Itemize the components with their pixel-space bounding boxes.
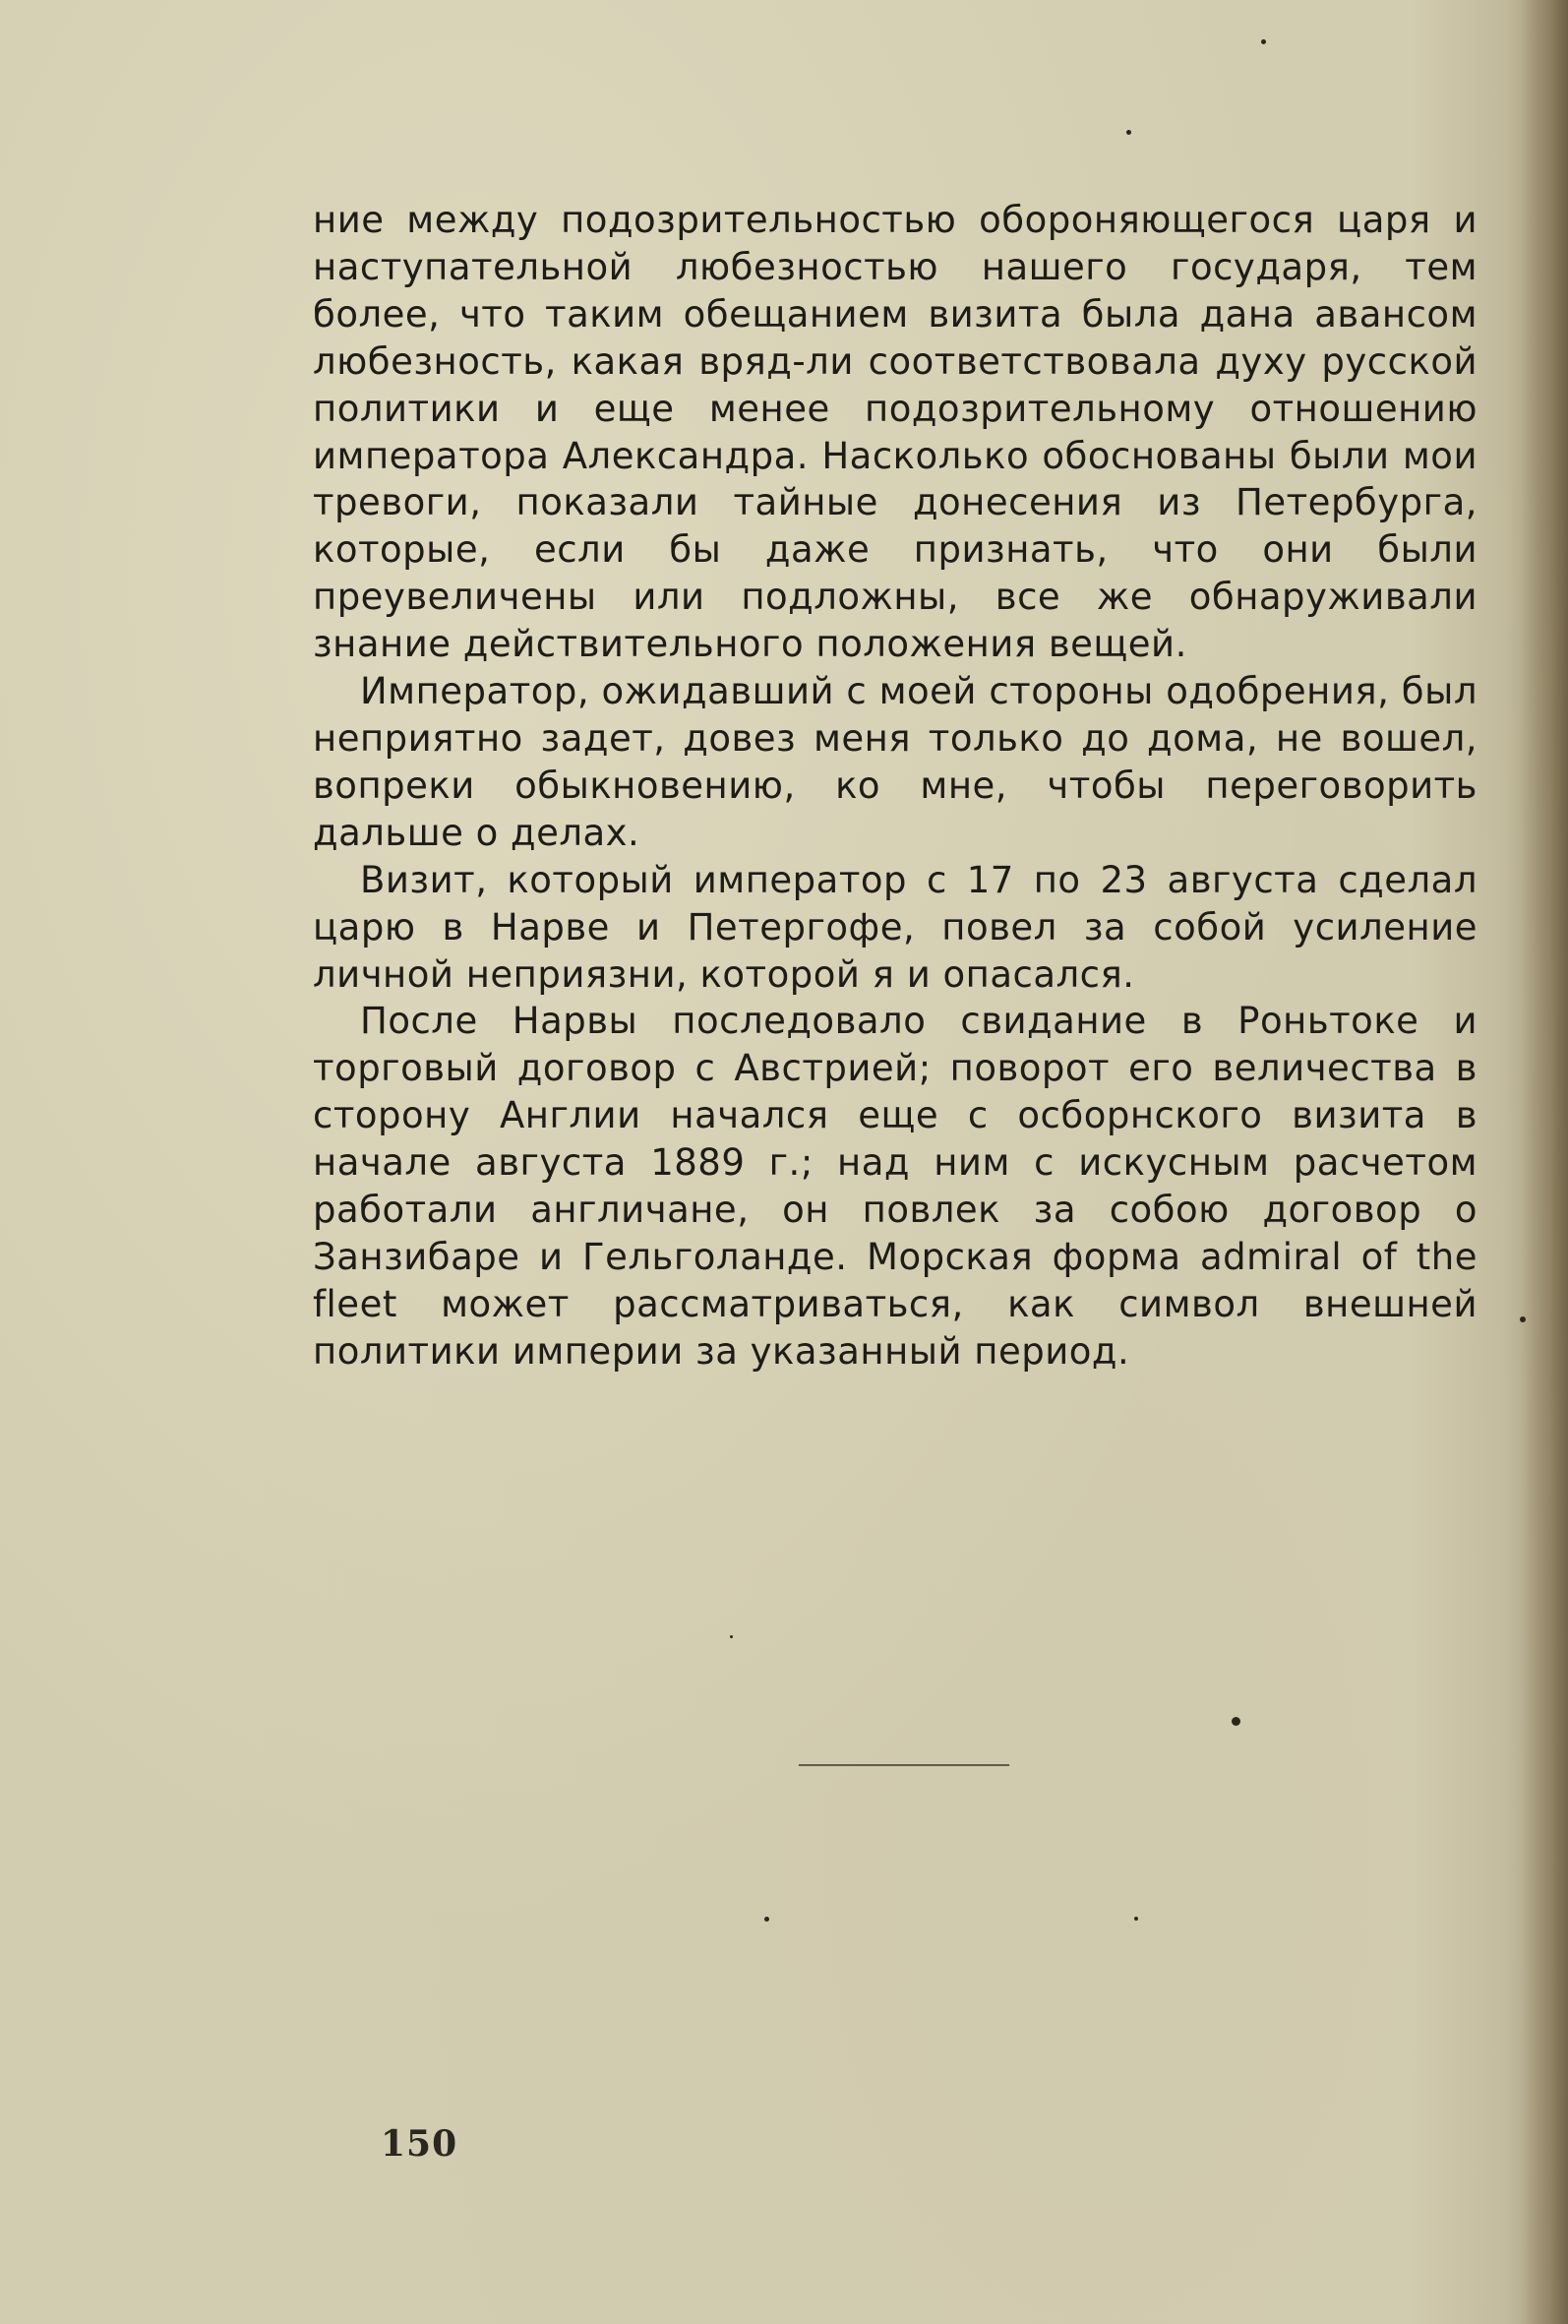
ink-speck	[764, 1917, 769, 1922]
ink-speck	[1126, 130, 1131, 135]
paragraph-2: Император, ожидавший с моей стороны одобрения, был неприятно задет, довез меня только до дома, не вошел, вопреки обыкновению, ко мне, чтобы переговорить дальше о делах.	[313, 670, 1478, 854]
body-text	[313, 197, 1478, 1376]
paragraph-4: После Нарвы последовало свидание в Роньтоке и торговый договор с Австрией; поворот его величества в сторону Англии начался еще с осборнского визита в начале августа 1889 г.; над ним с искусным расчетом работали англичане, он повлек за собою договор о Занзибаре и Гельголанде. Морская форма admiral of the fleet может рассматриваться, как символ внешней политики империи за указанный период.	[313, 1000, 1478, 1373]
ink-speck	[1134, 1917, 1138, 1921]
section-divider	[799, 1764, 1009, 1766]
ink-speck	[1520, 1316, 1526, 1322]
page-number: 150	[381, 2123, 458, 2165]
ink-speck	[1261, 39, 1266, 44]
ink-speck	[1232, 1717, 1240, 1726]
ink-speck	[730, 1635, 733, 1638]
paragraph-3: Визит, который император с 17 по 23 августа сделал царю в Нарве и Петергофе, повел за собой усиление личной неприязни, которой я и опасался.	[313, 858, 1478, 996]
paragraph-1: ние между подозрительностью обороняющегося царя и наступательной любезностью нашего государя, тем более, что таким обещанием визита была дана авансом любезность, какая вряд-ли соответствовала духу русской политики и еще менее подозрительному отношению императора Александра. Насколько обоснованы были мои тревоги, показали тайные донесения из Петербурга, которые, если бы даже признать, что они были преувеличены или подложны, все же обнаруживали знание действительного положения вещей.	[313, 199, 1478, 666]
page-edge-shadow	[1521, 0, 1568, 2324]
